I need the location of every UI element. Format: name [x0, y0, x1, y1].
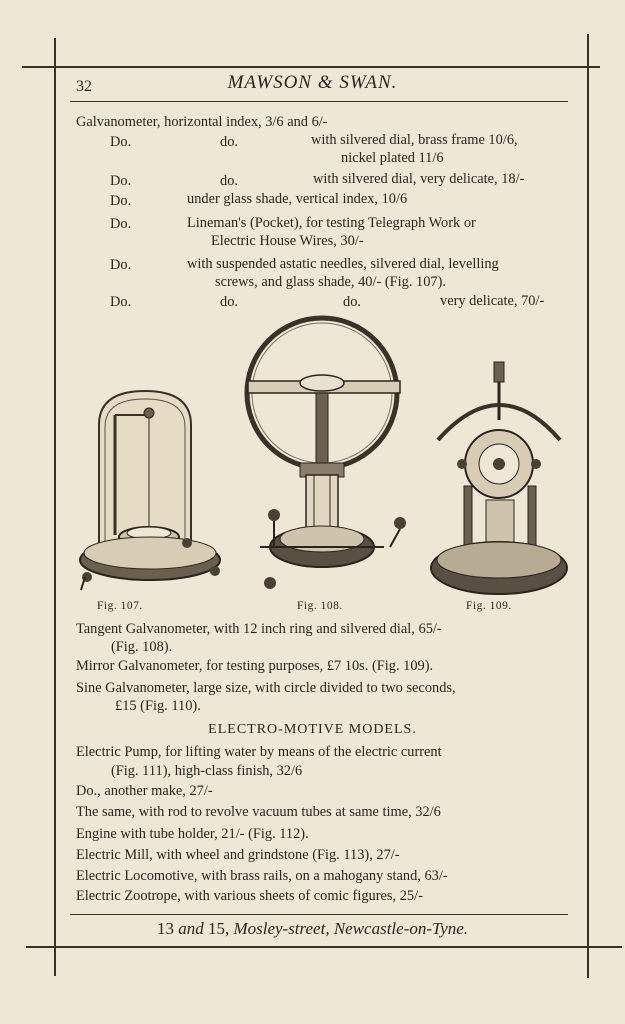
entry-continuation: £15 (Fig. 110).: [115, 698, 201, 714]
entry-description: with suspended astatic needles, silvered dial, levelling: [187, 256, 499, 272]
border-bottom-rule: [26, 946, 622, 948]
entry-continuation: nickel plated 11/6: [341, 150, 444, 166]
entry-do-label: Do.: [110, 216, 132, 232]
entry-model: The same, with rod to revolve vacuum tubes at same time, 32/6: [76, 804, 441, 820]
entry-do-label: Do.: [110, 193, 132, 209]
figure-caption: Fig. 109.: [466, 600, 512, 612]
footer-street: Mosley-street,: [233, 919, 330, 938]
entry-mirror-galvanometer: Mirror Galvanometer, for testing purposes, £7 10s. (Fig. 109).: [76, 658, 434, 674]
border-right-rule: [587, 34, 589, 978]
entry-do-label: Do.: [110, 257, 132, 273]
footer-address: [0, 919, 625, 939]
entry-do-label: Do.: [110, 134, 132, 150]
entry-continuation: (Fig. 111), high-class finish, 32/6: [111, 763, 303, 779]
entry-sine-galvanometer: Sine Galvanometer, large size, with circle divided to two seconds,: [76, 680, 456, 696]
entry-continuation: Electric House Wires, 30/-: [211, 233, 364, 249]
border-left-rule: [54, 38, 56, 976]
header-rule: [70, 101, 568, 102]
entry-description: with silvered dial, very delicate, 18/-: [313, 171, 525, 187]
entry-continuation: (Fig. 108).: [111, 639, 173, 655]
entry-model: Electric Mill, with wheel and grindstone (Fig. 113), 27/-: [76, 847, 400, 863]
entry-do-ditto: do.: [220, 294, 238, 310]
page-number: 32: [76, 78, 92, 95]
entry-description: under glass shade, vertical index, 10/6: [187, 191, 408, 207]
entry-description: very delicate, 70/-: [440, 293, 545, 309]
section-heading: ELECTRO-MOTIVE MODELS.: [208, 722, 417, 737]
figure-caption: Fig. 108.: [297, 600, 343, 612]
entry-model: Engine with tube holder, 21/- (Fig. 112).: [76, 826, 309, 842]
entry-model: Do., another make, 27/-: [76, 783, 213, 799]
entry-model: Electric Zootrope, with various sheets of comic figures, 25/-: [76, 888, 423, 904]
entry-description: Lineman's (Pocket), for testing Telegraph Work or: [187, 215, 476, 231]
entry-do-ditto: do.: [220, 173, 238, 189]
border-top-rule: [22, 66, 600, 68]
entry-description: with silvered dial, brass frame 10/6,: [311, 132, 518, 148]
entry-do-ditto: do.: [220, 134, 238, 150]
entry-tangent-galvanometer: Tangent Galvanometer, with 12 inch ring and silvered dial, 65/-: [76, 621, 442, 637]
entry-do-ditto: do.: [343, 294, 361, 310]
entry-do-label: Do.: [110, 294, 132, 310]
footer-number: 15,: [207, 919, 230, 938]
entry-galvanometer: Galvanometer, horizontal index, 3/6 and 6/-: [76, 114, 328, 130]
entry-model: Electric Locomotive, with brass rails, on a mahogany stand, 63/-: [76, 868, 448, 884]
entry-continuation: screws, and glass shade, 40/- (Fig. 107).: [215, 274, 447, 290]
footer-city: Newcastle-on-Tyne.: [333, 919, 469, 938]
fig-108-tangent-galvanometer-illustration: [240, 315, 420, 597]
footer-and: and: [178, 919, 204, 938]
fig-107-galvanometer-illustration: [75, 385, 230, 600]
footer-number: 13: [156, 919, 174, 938]
fig-109-mirror-galvanometer-illustration: [428, 360, 573, 602]
running-head: MAWSON & SWAN.: [227, 72, 398, 93]
entry-do-label: Do.: [110, 173, 132, 189]
figure-caption: Fig. 107.: [97, 600, 143, 612]
footer-rule: [70, 914, 568, 915]
entry-electric-pump: Electric Pump, for lifting water by means of the electric current: [76, 744, 442, 760]
